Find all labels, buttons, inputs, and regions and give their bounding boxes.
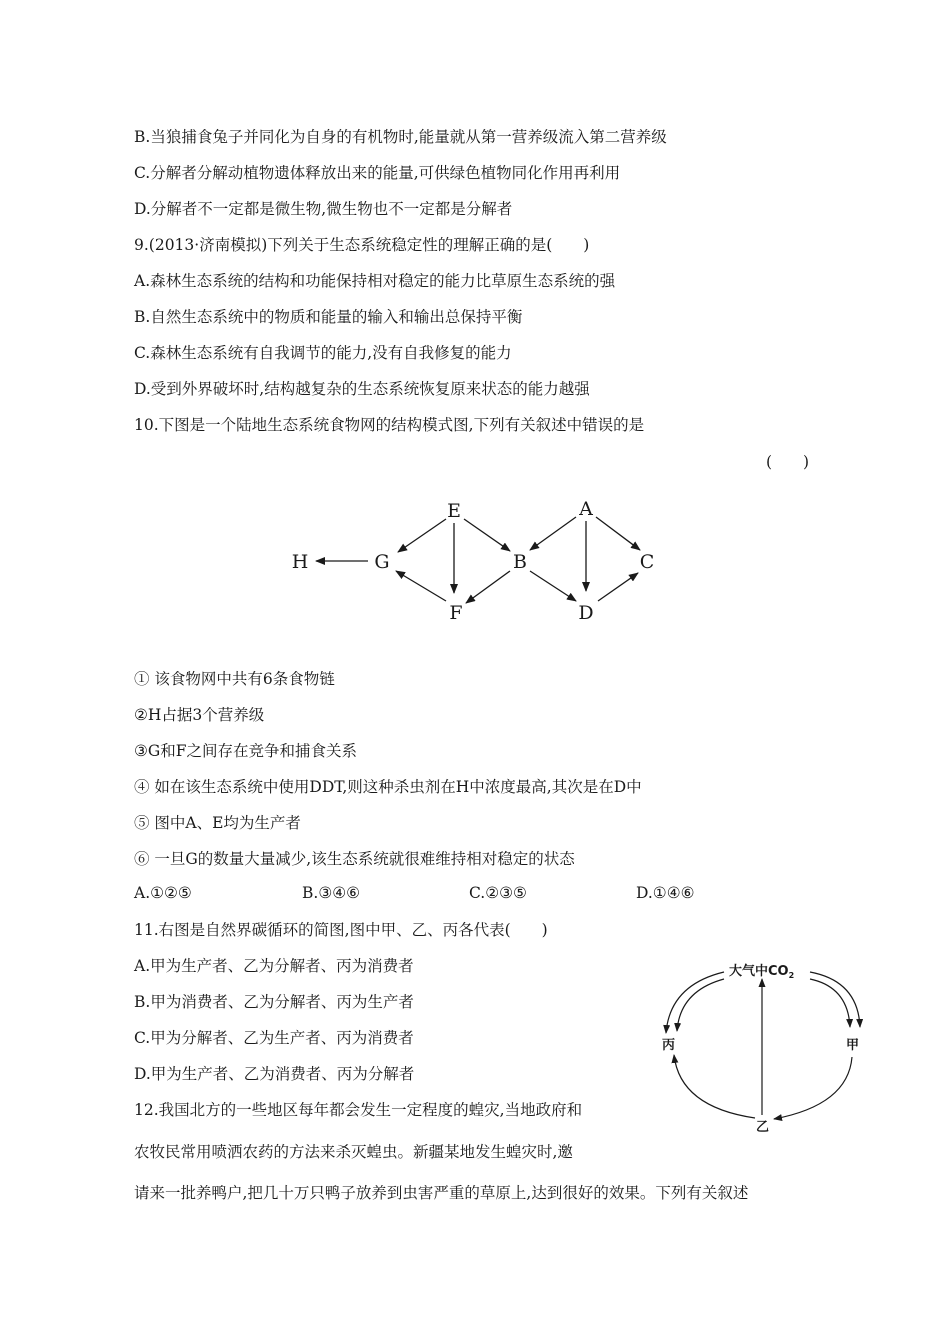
paragraph-line: 农牧民常用喷洒农药的方法来杀灭蝗虫。新疆某地发生蝗灾时,邀 [134,1143,573,1161]
option-b: B.③④⑥ [302,884,361,902]
statement-3: ③G和F之间存在竞争和捕食关系 [134,742,358,760]
question-11: 11.右图是自然界碳循环的简图,图中甲、乙、丙各代表( ) [134,921,548,939]
answer-bracket: ( ) [766,453,810,471]
option-text: C.分解者分解动植物遗体释放出来的能量,可供绿色植物同化作用再利用 [134,164,621,182]
question-12: 12.我国北方的一些地区每年都会发生一定程度的蝗灾,当地政府和 [134,1101,583,1119]
option-text: D.受到外界破坏时,结构越复杂的生态系统恢复原来状态的能力越强 [134,380,590,398]
option-text: B.当狼捕食兔子并同化为自身的有机物时,能量就从第一营养级流入第二营养级 [134,128,667,146]
arc-left-inner [677,979,724,1031]
node-b: B [513,551,527,573]
food-web-diagram [280,495,670,630]
option-text: D.分解者不一定都是微生物,微生物也不一定都是分解者 [134,200,513,218]
statement-6: ⑥ 一旦G的数量大量减少,该生态系统就很难维持相对稳定的状态 [134,850,575,868]
edge-b-d [530,571,576,601]
edge-e-g [398,519,446,552]
node-c: C [639,551,655,573]
option-text: A.甲为生产者、乙为分解者、丙为消费者 [134,957,414,975]
statement-1: ① 该食物网中共有6条食物链 [134,670,335,688]
node-bing: 丙 [662,1038,676,1053]
edge-a-c [596,517,640,550]
node-yi: 乙 [756,1120,770,1135]
carbon-cycle-diagram [652,955,882,1135]
edge-d-c [598,573,638,601]
edge-f-g [396,571,446,601]
edge-e-b [464,519,510,551]
option-text: C.甲为分解者、乙为生产者、丙为消费者 [134,1029,414,1047]
statement-4: ④ 如在该生态系统中使用DDT,则这种杀虫剂在H中浓度最高,其次是在D中 [134,778,642,796]
arc-right-outer [810,972,860,1027]
option-text: A.森林生态系统的结构和功能保持相对稳定的能力比草原生态系统的强 [134,272,616,290]
arc-right-inner [810,979,850,1027]
edge-b-f [466,571,510,603]
question-10: 10.下图是一个陆地生态系统食物网的结构模式图,下列有关叙述中错误的是 [134,416,645,434]
node-e: E [447,500,461,522]
node-jia: 甲 [846,1038,860,1053]
edge-a-b [530,517,576,550]
node-f: F [449,602,463,624]
node-g: G [374,551,390,573]
arc-left-outer [666,972,724,1033]
node-h: H [291,551,309,573]
option-a: A.①②⑤ [134,884,192,902]
node-a: A [579,498,593,520]
statement-2: ②H占据3个营养级 [134,706,265,724]
option-d: D.①④⑥ [636,884,695,902]
node-d: D [578,602,594,624]
paragraph-line: 请来一批养鸭户,把几十万只鸭子放养到虫害严重的草原上,达到很好的效果。下列有关叙述 [134,1184,749,1202]
arc-bottom-left [674,1055,755,1118]
option-text: B.甲为消费者、乙为分解者、丙为生产者 [134,993,414,1011]
option-text: B.自然生态系统中的物质和能量的输入和输出总保持平衡 [134,308,523,326]
question-9: 9.(2013·济南模拟)下列关于生态系统稳定性的理解正确的是( ) [134,236,590,254]
option-text: C.森林生态系统有自我调节的能力,没有自我修复的能力 [134,344,512,362]
option-c: C.②③⑤ [469,884,527,902]
node-atmosphere: 大气中$CO_2$ [729,964,795,980]
statement-5: ⑤ 图中A、E均为生产者 [134,814,301,832]
arc-bottom-right [774,1057,852,1119]
option-text: D.甲为生产者、乙为消费者、丙为分解者 [134,1065,415,1083]
